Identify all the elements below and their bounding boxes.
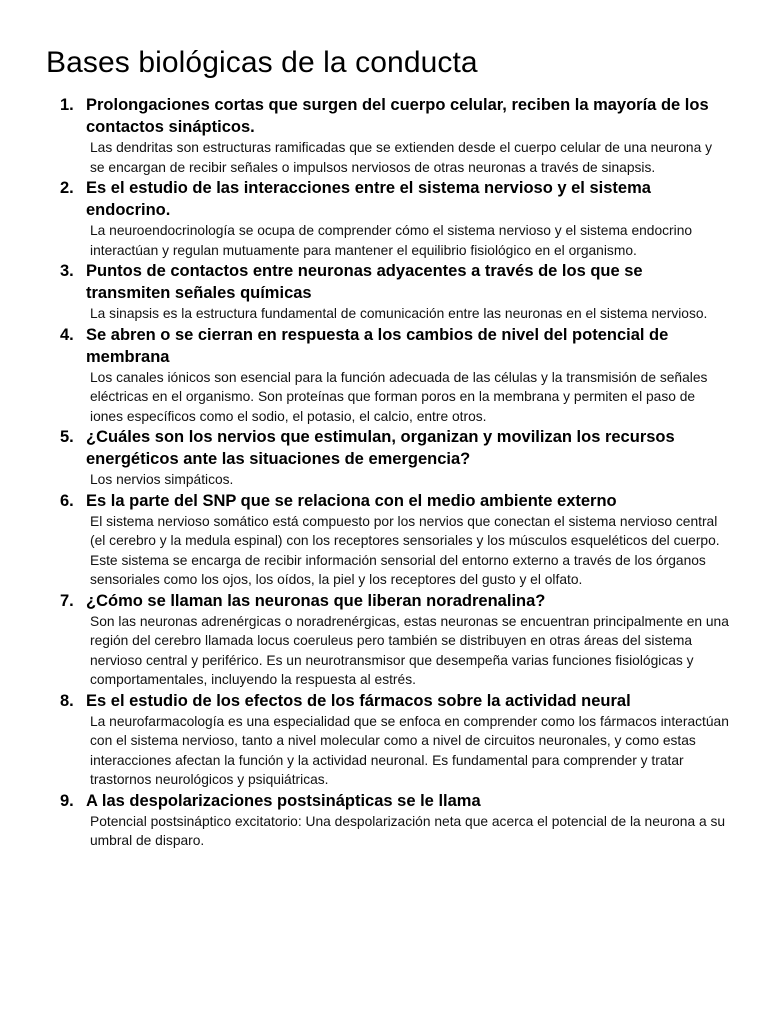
- answer-text: La neurofarmacología es una especialidad que se enfoca en comprender como los fármacos interactúan con el sistema nervioso, tanto a nivel molecular como a nivel de circuitos neuronales, y como estas interacciones afectan la función y la actividad neuronal. Es fundamental para comprender y tratar trastornos neurológicos y psiquiátricas.: [90, 713, 729, 787]
- question-item-1: [60, 94, 730, 177]
- question-number: 2.: [60, 179, 74, 197]
- question-text: Puntos de contactos entre neuronas adyacentes a través de los que se transmiten señales químicas: [86, 262, 643, 302]
- question-number: 1.: [60, 96, 74, 114]
- question-item-8: [60, 690, 730, 790]
- question-item-5: [60, 426, 730, 490]
- answer-text: Potencial postsináptico excitatorio: Una despolarización neta que acerca el potencial de la neurona a su umbral de disparo.: [90, 813, 726, 848]
- page-title: Bases biológicas de la conducta: [46, 46, 478, 79]
- question-text: ¿Cuáles son los nervios que estimulan, organizan y movilizan los recursos energéticos ante las situaciones de emergencia?: [86, 428, 675, 468]
- answer-text: Los canales iónicos son esencial para la función adecuada de las células y la transmisión de señales eléctricas en el organismo. Son proteínas que forman poros en la membrana y permiten el paso de iones específicos como el sodio, el potasio, el calcio, entre otros.: [90, 369, 708, 424]
- question-text: Se abren o se cierran en respuesta a los cambios de nivel del potencial de membrana: [86, 325, 669, 366]
- question-number: 4.: [60, 325, 74, 344]
- answer-text: La sinapsis es la estructura fundamental de comunicación entre las neuronas en el sistema nervioso.: [90, 306, 708, 321]
- question-item-7: [60, 590, 730, 690]
- question-item-4: [60, 324, 730, 427]
- question-text: ¿Cómo se llaman las neuronas que liberan noradrenalina?: [86, 591, 546, 610]
- answer-text: El sistema nervioso somático está compuesto por los nervios que conectan el sistema nervioso central (el cerebro y la medula espinal) con los receptores sensoriales y los músculos esqueléticos del cuerpo. Este sistema se encarga de recibir información sensorial del entorno externo a través de los órganos sensoriales como los ojos, los oídos, la piel y los receptores del gusto y el olfato.: [90, 513, 720, 587]
- question-item-2: [60, 177, 730, 260]
- answer-text: La neuroendocrinología se ocupa de comprender cómo el sistema nervioso y el sistema endocrino interactúan y regulan mutuamente para mantener el equilibrio fisiológico en el organismo.: [90, 223, 693, 258]
- answer-text: Las dendritas son estructuras ramificadas que se extienden desde el cuerpo celular de una neurona y se encargan de recibir señales o impulsos nerviosos de otras neuronas a través de sinapsis.: [90, 140, 713, 175]
- question-item-9: [60, 790, 730, 851]
- question-text: A las despolarizaciones postsinápticas se le llama: [86, 791, 481, 810]
- question-number: 9.: [60, 791, 74, 810]
- question-text: Es el estudio de los efectos de los fármacos sobre la actividad neural: [86, 691, 631, 710]
- answer-text: Son las neuronas adrenérgicas o noradrenérgicas, estas neuronas se encuentran principalmente en una región del cerebro llamada locus coeruleus pero también se distribuyen en otras áreas del sistema nervioso central y periférico. Es un neurotransmisor que desempeña varias funciones fisiológicas y comportamentales, incluyendo la respuesta al estrés.: [90, 613, 729, 687]
- question-number: 7.: [60, 591, 74, 610]
- question-text: Prolongaciones cortas que surgen del cuerpo celular, reciben la mayoría de los contactos sinápticos.: [86, 96, 709, 136]
- question-item-3: [60, 260, 730, 324]
- question-number: 3.: [60, 262, 74, 280]
- question-number: 6.: [60, 491, 74, 510]
- question-number: 5.: [60, 428, 74, 446]
- question-text: Es la parte del SNP que se relaciona con el medio ambiente externo: [86, 491, 617, 510]
- answer-text: Los nervios simpáticos.: [90, 472, 234, 487]
- question-number: 8.: [60, 691, 74, 710]
- question-text: Es el estudio de las interacciones entre el sistema nervioso y el sistema endocrino.: [86, 179, 651, 219]
- question-list: [60, 94, 730, 851]
- question-item-6: [60, 490, 730, 590]
